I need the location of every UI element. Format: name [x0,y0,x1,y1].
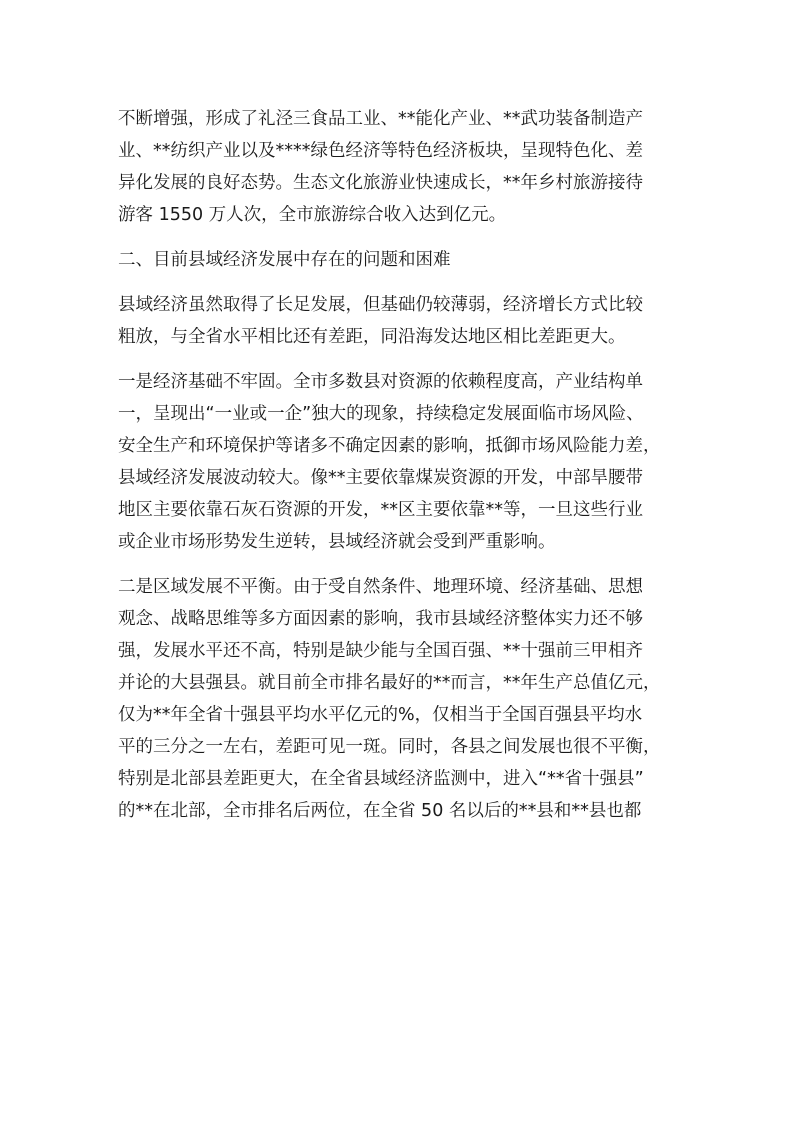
document-body [118,103,680,840]
text-line: 仅为**年全省十强县平均水平亿元的%，仅相当于全国百强县平均水 [118,705,643,725]
text-line: 观念、战略思维等多方面因素的影响，我市县域经济整体实力还不够 [118,609,643,629]
text-line: 地区主要依靠石灰石资源的开发，**区主要依靠**等，一旦这些行业 [118,500,643,520]
paragraph-weak-foundation [118,366,680,558]
text-line: 二是区域发展不平衡。由于受自然条件、地理环境、经济基础、思想 [118,577,643,597]
text-line: 的**在北部，全市排名后两位，在全省 50 名以后的**县和**县也都 [118,801,642,821]
text-line: 县域经济虽然取得了长足发展，但基础仍较薄弱，经济增长方式比较 [118,295,643,315]
text-line: 异化发展的良好态势。生态文化旅游业快速成长，**年乡村旅游接待 [118,173,643,193]
paragraph-industry-tourism [118,103,680,231]
text-line: 强，发展水平还不高，特别是缺少能与全国百强、**十强前三甲相齐 [118,641,643,661]
text-line: 并论的大县强县。就目前全市排名最好的**而言，**年生产总值亿元， [118,673,661,693]
text-line: 或企业市场形势发生逆转，县域经济就会受到严重影响。 [118,532,556,552]
text-line: 一，呈现出“一业或一企”独大的现象，持续稳定发展面临市场风险、 [118,404,644,424]
text-line: 一是经济基础不牢固。全市多数县对资源的依赖程度高，产业结构单 [118,372,643,392]
text-line: 县域经济发展波动较大。像**主要依靠煤炭资源的开发，中部旱腰带 [118,468,643,488]
text-line: 不断增强，形成了礼泾三食品工业、**能化产业、**武功装备制造产 [118,109,643,129]
text-line: 游客 1550 万人次，全市旅游综合收入达到亿元。 [118,205,507,225]
text-line: 平的三分之一左右，差距可见一斑。同时，各县之间发展也很不平衡， [118,737,661,757]
section-heading [118,244,680,276]
paragraph-regional-imbalance [118,571,680,827]
text-line: 粗放，与全省水平相比还有差距，同沿海发达地区相比差距更大。 [118,327,626,347]
text-line: 特别是北部县差距更大，在全省县域经济监测中，进入“**省十强县” [118,769,644,789]
paragraph-overview [118,289,680,353]
heading-line: 二、目前县域经济发展中存在的问题和困难 [118,250,451,270]
text-line: 安全生产和环境保护等诸多不确定因素的影响，抵御市场风险能力差， [118,436,661,456]
text-line: 业、**纺织产业以及****绿色经济等特色经济板块，呈现特色化、差 [118,141,643,161]
